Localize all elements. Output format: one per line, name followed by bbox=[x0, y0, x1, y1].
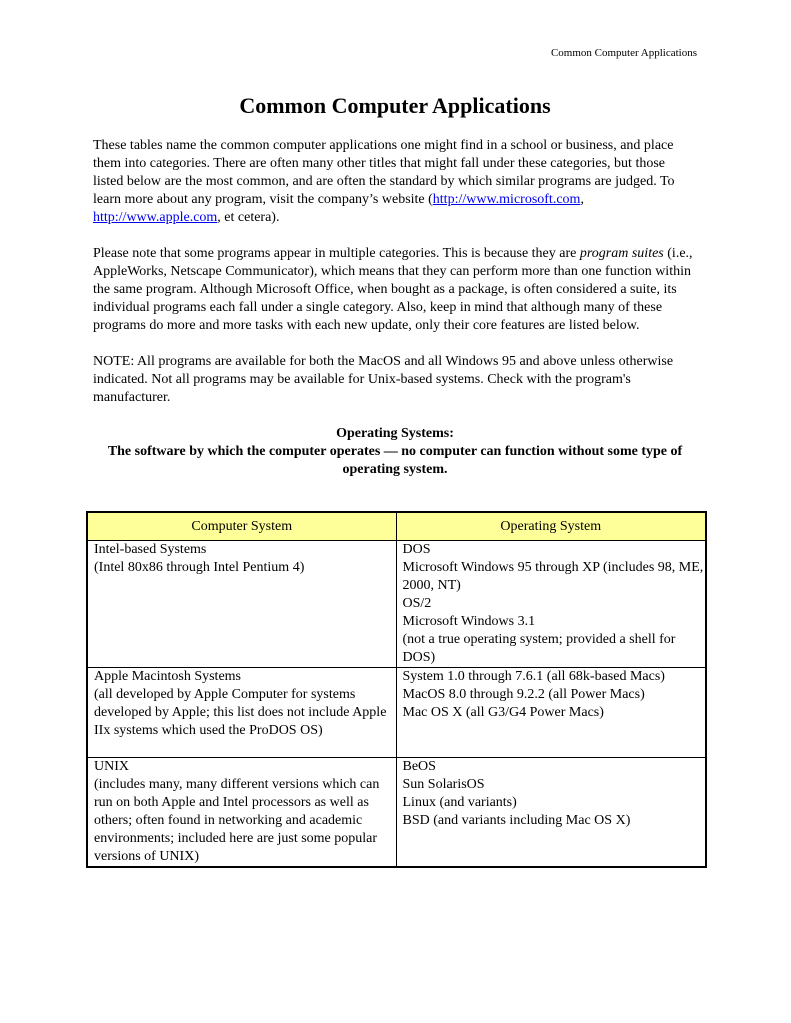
document-body bbox=[93, 93, 697, 495]
column-header-computer-system: Computer System bbox=[87, 512, 396, 541]
table-row bbox=[87, 668, 706, 758]
operating-system-cell bbox=[396, 668, 706, 758]
os-entry: Microsoft Windows 95 through XP (includes 98, ME, 2000, NT) bbox=[402, 560, 704, 593]
operating-system-cell bbox=[396, 758, 706, 868]
page-title: Common Computer Applications bbox=[239, 93, 551, 118]
intro-text: These tables name the common computer applications one might find in a school or business, and place them into categories. There are often many other titles that might fall under these categories, but those listed below are the most common, and are often the standard by which similar programs are judged. To learn more about any program, visit the company’s website ( bbox=[93, 138, 675, 207]
operating-system-cell bbox=[396, 541, 706, 668]
section-heading: Operating Systems: bbox=[336, 426, 454, 441]
suites-text-start: Please note that some programs appear in multiple categories. This is because they are bbox=[93, 246, 580, 261]
os-entry: DOS bbox=[402, 542, 431, 557]
link-separator: , bbox=[580, 192, 584, 207]
system-note: (includes many, many different versions which can run on both Apple and Intel processors as well as others; often found in networking and academic environments; included here are just some popular versions of UNIX) bbox=[94, 777, 380, 864]
os-entry: Mac OS X (all G3/G4 Power Macs) bbox=[402, 705, 604, 720]
column-header-operating-system: Operating System bbox=[396, 512, 706, 541]
system-note: (Intel 80x86 through Intel Pentium 4) bbox=[94, 560, 305, 575]
os-entry: BeOS bbox=[402, 759, 436, 774]
os-entry: Sun SolarisOS bbox=[402, 777, 485, 792]
suites-paragraph bbox=[93, 245, 697, 335]
note-paragraph: NOTE: All programs are available for both the MacOS and all Windows 95 and above unless otherwise indicated. Not all programs may be available for Unix-based systems. Check with the program's manufacturer. bbox=[93, 354, 674, 405]
table-header-row bbox=[87, 512, 706, 541]
running-header: Common Computer Applications bbox=[550, 47, 697, 59]
suites-text-end: (i.e., AppleWorks, Netscape Communicator), which means that they can perform more than one function within the same program. Although Microsoft Office, when bought as a package, is often considered a suite, its individual programs each fall under a single category. Also, keep in mind that although many of these programs do more and more tasks with each new update, only their core features are listed below. bbox=[93, 246, 693, 333]
system-name: Apple Macintosh Systems bbox=[94, 669, 241, 684]
section-subheading: The software by which the computer operates — no computer can function without some type of operating system. bbox=[107, 444, 683, 477]
intro-text-end: , et cetera). bbox=[217, 210, 280, 225]
os-entry: OS/2 bbox=[402, 596, 432, 611]
computer-system-cell bbox=[87, 668, 396, 758]
section-heading-block bbox=[85, 425, 705, 479]
os-entry: BSD (and variants including Mac OS X) bbox=[402, 813, 631, 828]
computer-system-cell bbox=[87, 758, 396, 868]
os-entry: Linux (and variants) bbox=[402, 795, 517, 810]
system-name: UNIX bbox=[94, 759, 129, 774]
operating-systems-table bbox=[86, 511, 707, 868]
intro-paragraph bbox=[93, 137, 697, 227]
apple-link[interactable]: http://www.apple.com bbox=[93, 210, 218, 225]
computer-system-cell bbox=[87, 541, 396, 668]
table-row bbox=[87, 758, 706, 868]
table-row bbox=[87, 541, 706, 668]
system-name: Intel-based Systems bbox=[94, 542, 207, 557]
os-entry: MacOS 8.0 through 9.2.2 (all Power Macs) bbox=[402, 687, 645, 702]
suites-italic: program suites bbox=[579, 246, 664, 261]
os-entry: Microsoft Windows 3.1 bbox=[402, 614, 536, 629]
system-note: (all developed by Apple Computer for systems developed by Apple; this list does not include Apple IIx systems which used the ProDOS OS) bbox=[94, 687, 387, 738]
os-entry: (not a true operating system; provided a shell for DOS) bbox=[402, 632, 676, 665]
os-entry: System 1.0 through 7.6.1 (all 68k-based Macs) bbox=[402, 669, 665, 684]
microsoft-link[interactable]: http://www.microsoft.com bbox=[432, 192, 581, 207]
